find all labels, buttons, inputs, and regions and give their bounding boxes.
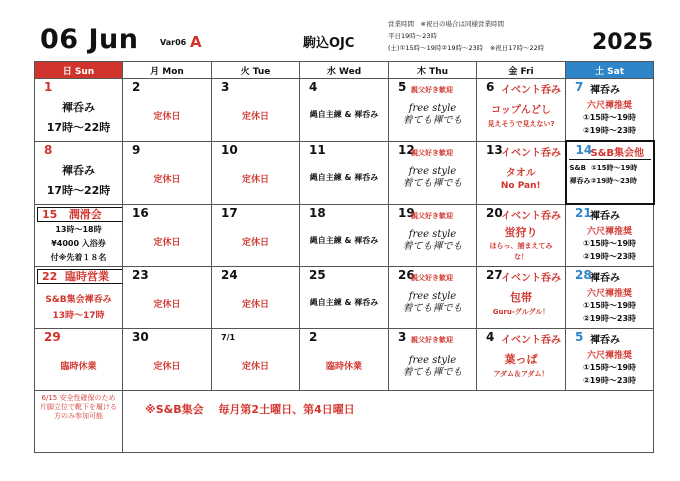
- note-main-cell: [123, 391, 654, 453]
- day-number: 19: [398, 205, 415, 220]
- day-number: 23: [132, 268, 149, 282]
- day-cell-jul-2[interactable]: [300, 329, 389, 391]
- group-label: S&B: [569, 164, 586, 172]
- day-cell-jun-27[interactable]: [477, 267, 566, 329]
- event-tag: 親父好き歓迎: [411, 211, 453, 220]
- day-cell-jun-8[interactable]: [35, 141, 123, 204]
- closed-label: 定休日: [241, 300, 269, 310]
- session-2: [570, 176, 637, 186]
- session-2: ②19時～23時: [582, 376, 637, 385]
- event-tag: 親父好き歓迎: [411, 274, 453, 282]
- calendar-year: 2025: [592, 30, 654, 55]
- hours-sat: (土)①15時～19時②19時～23時: [388, 44, 484, 52]
- group-label: 褌呑み: [569, 177, 591, 185]
- day-cell-jun-12[interactable]: [389, 141, 477, 204]
- day-number: 7: [575, 80, 584, 94]
- day-number: 15: [42, 207, 58, 221]
- event-tag: イベント呑み: [501, 273, 561, 284]
- day-cell-jul-4[interactable]: [477, 329, 566, 391]
- calendar-grid: [34, 61, 655, 453]
- session-1: ①15時～19時: [582, 363, 637, 372]
- day-number: 5: [398, 80, 407, 94]
- weekday-thu: 木 Thu: [389, 62, 477, 79]
- day-cell-jun-24[interactable]: [212, 267, 300, 329]
- event-tag: イベント呑み: [501, 85, 561, 96]
- event-title: タオル: [505, 167, 536, 179]
- day-number: 29: [44, 330, 61, 344]
- day-number: 16: [132, 205, 149, 220]
- day-cell-jun-22[interactable]: [35, 267, 123, 329]
- event-tag: 褌呑み: [590, 211, 620, 222]
- day-cell-jun-20[interactable]: [477, 204, 566, 267]
- week-row: [35, 267, 654, 329]
- event-tag: 親父好き歓迎: [411, 86, 453, 94]
- day-number: 28: [575, 268, 592, 282]
- event-line: free style: [408, 355, 457, 366]
- session-1: ①15時～19時: [582, 301, 637, 310]
- event-header: [37, 269, 123, 284]
- weekday-sat: 土 Sat: [566, 62, 654, 79]
- event-subtitle: アダム＆アダム！: [493, 370, 549, 378]
- day-cell-jun-5[interactable]: [389, 79, 477, 142]
- hours-label: 営業時間 ※祝日の場合は同様営業時間: [388, 20, 504, 28]
- closed-label: 定休日: [153, 112, 181, 122]
- session-2-time: ②19時～23時: [590, 177, 637, 185]
- event-tag: イベント呑み: [501, 210, 561, 222]
- event-title: コップんどし: [491, 105, 551, 116]
- day-number: 18: [309, 205, 326, 220]
- event-time: 13時～18時: [55, 224, 102, 234]
- event-line: 着ても褌でも: [402, 303, 463, 314]
- variant-letter: A: [190, 33, 202, 51]
- closed-label: 臨時休業: [60, 362, 97, 372]
- day-cell-jun-16[interactable]: [123, 204, 212, 267]
- weekday-fri: 金 Fri: [477, 62, 566, 79]
- event-line: free style: [408, 228, 457, 240]
- day-cell-jul-3[interactable]: [389, 329, 477, 391]
- safety-note-line: 6/15 安全性確保のため: [41, 394, 116, 402]
- event-title: 六尺褌推奨: [586, 351, 632, 361]
- day-number: 14: [575, 143, 593, 157]
- day-cell-jun-26[interactable]: [389, 267, 477, 329]
- day-number: 25: [309, 268, 326, 282]
- event-price: ¥4000 入浴券: [51, 238, 106, 248]
- divider: [569, 159, 651, 160]
- day-cell-jun-17[interactable]: [212, 204, 300, 267]
- session-1: ①15時～19時: [582, 113, 637, 122]
- event-title: 葉っぱ: [504, 353, 538, 366]
- calendar-title: 06 Jun: [40, 24, 139, 55]
- day-number: 1: [44, 80, 53, 94]
- event-title: 六尺褌推奨: [586, 289, 632, 299]
- day-number: 11: [309, 142, 326, 157]
- week-row: [35, 204, 654, 267]
- event-tag: S&B集会他: [590, 148, 645, 159]
- event-line: 着ても褌でも: [402, 367, 463, 378]
- note-row: [35, 391, 654, 453]
- closed-label: 定休日: [241, 237, 269, 248]
- day-number: 10: [221, 142, 238, 157]
- day-number: 4: [309, 80, 318, 94]
- event-subtitle: No Pan!: [500, 180, 541, 191]
- session-2: ②19時～23時: [582, 314, 637, 323]
- day-cell-jul-1[interactable]: [212, 329, 300, 391]
- day-number: 9: [132, 142, 141, 157]
- day-cell-jun-30[interactable]: [123, 329, 212, 391]
- event-time: 17時～22時: [46, 121, 111, 134]
- event-subtitle: ほらっ、捕まえてみ: [489, 241, 553, 250]
- session-1-time: ①15時～19時: [590, 164, 638, 172]
- closed-label: 定休日: [241, 112, 269, 122]
- closed-label: 定休日: [153, 362, 181, 372]
- day-cell-jun-18[interactable]: [300, 204, 389, 267]
- day-number: 3: [221, 80, 230, 94]
- event-title: 包帯: [510, 291, 532, 304]
- day-cell-jun-2[interactable]: [123, 79, 212, 142]
- weekday-header-row: [35, 62, 654, 79]
- day-number: 26: [398, 268, 415, 282]
- day-cell-jun-28[interactable]: [566, 267, 654, 329]
- event-label: 褌呑み: [62, 101, 95, 114]
- week-row: [35, 79, 654, 142]
- day-cell-jun-15[interactable]: [35, 204, 123, 267]
- event-label: 褌呑み: [62, 163, 95, 177]
- day-number: 13: [486, 142, 503, 157]
- event-header: [37, 207, 123, 222]
- day-number: 8: [44, 142, 53, 157]
- day-cell-jun-11[interactable]: [300, 141, 389, 204]
- day-number: 20: [486, 205, 503, 220]
- day-cell-jun-14[interactable]: [566, 141, 654, 204]
- weekday-mon: 月 Mon: [123, 62, 212, 79]
- event-note: 付※先着１８名: [50, 252, 107, 262]
- day-number: 17: [221, 205, 238, 220]
- session-1: [570, 163, 638, 173]
- day-cell-jun-29[interactable]: [35, 329, 123, 391]
- safety-note-line: 片脚立位で靴下を履ける: [40, 403, 117, 411]
- business-hours: [388, 18, 544, 54]
- day-number: 6: [486, 80, 495, 94]
- event-tag: 親父好き歓迎: [411, 148, 453, 157]
- event-tag: 潤滑会: [68, 207, 102, 221]
- event-line: 着ても褌でも: [402, 177, 463, 189]
- day-cell-jun-1[interactable]: [35, 79, 123, 142]
- event-title: S&B集会褌呑み: [45, 295, 112, 305]
- event-line: free style: [408, 165, 457, 177]
- closed-label: 定休日: [153, 300, 181, 310]
- week-row: [35, 329, 654, 391]
- day-number: 30: [132, 330, 149, 344]
- day-cell-jun-9[interactable]: [123, 141, 212, 204]
- session-2: ②19時～23時: [582, 252, 637, 261]
- event-title: 六尺褌推奨: [586, 101, 632, 111]
- event-tag: 褌呑み: [590, 85, 620, 96]
- day-cell-jul-5[interactable]: [566, 329, 654, 391]
- hours-sat-holiday: [388, 42, 544, 54]
- event-line: 着ても褌でも: [402, 240, 463, 252]
- event-subtitle: な！: [514, 252, 528, 261]
- event-line: free style: [408, 103, 457, 114]
- day-cell-jun-21[interactable]: [566, 204, 654, 267]
- closed-label: 定休日: [241, 362, 269, 372]
- event-tag: 親父好き歓迎: [411, 336, 453, 344]
- event-subtitle: 見えそうで見えない?: [487, 120, 555, 128]
- venue-name: 駒込OJC: [303, 36, 355, 51]
- day-number: 4: [486, 330, 495, 344]
- event-tag: 褌呑み: [590, 335, 620, 346]
- hours-weekday: 平日19時～23時: [388, 32, 438, 40]
- event-time: 13時～17時: [52, 311, 105, 321]
- week-row: [35, 141, 654, 204]
- day-cell-jun-6[interactable]: [477, 79, 566, 142]
- event-line: 着ても褌でも: [402, 115, 463, 126]
- day-number: 27: [486, 268, 503, 282]
- weekday-sun: 日 Sun: [35, 62, 123, 79]
- event-line: free style: [408, 291, 457, 302]
- day-number: 5: [575, 330, 584, 344]
- closed-label: 定休日: [153, 174, 181, 185]
- day-cell-jun-25[interactable]: [300, 267, 389, 329]
- day-number: 22: [42, 270, 58, 283]
- day-number: 12: [398, 142, 415, 157]
- closed-label: 臨時休業: [325, 362, 362, 372]
- session-2: ②19時～23時: [582, 126, 637, 135]
- safety-note-line: 方のみ参加可能: [54, 412, 103, 420]
- event-tag: イベント呑み: [501, 335, 561, 346]
- event-title: 六尺褌推奨: [586, 227, 632, 237]
- note-left-cell: [35, 391, 123, 453]
- day-cell-jun-19[interactable]: [389, 204, 477, 267]
- event-title: 蛍狩り: [504, 225, 538, 239]
- sb-meeting-note: ※S&B集会 毎月第2土曜日、第4日曜日: [145, 403, 355, 416]
- safety-note: [35, 391, 122, 421]
- day-number: 2: [309, 330, 318, 344]
- event-tag: 臨時営業: [64, 270, 109, 283]
- event-label: 縄自主練 & 褌呑み: [309, 172, 379, 182]
- day-number: 7/1: [221, 333, 236, 342]
- event-subtitle: Guru-グルグル！: [492, 308, 550, 316]
- closed-label: 定休日: [241, 174, 269, 185]
- event-label: 縄自主練 & 褌呑み: [309, 298, 379, 307]
- closed-label: 定休日: [153, 237, 181, 248]
- hours-holiday: ※祝日17時～22時: [489, 44, 545, 52]
- day-number: 2: [132, 80, 141, 94]
- event-tag: 褌呑み: [590, 273, 620, 284]
- weekday-wed: 水 Wed: [300, 62, 389, 79]
- day-number: 21: [575, 206, 592, 220]
- day-number: 3: [398, 330, 407, 344]
- session-1: ①15時～19時: [582, 239, 637, 248]
- event-label: 縄自主練 & 褌呑み: [309, 110, 379, 119]
- event-tag: イベント呑み: [501, 147, 561, 159]
- day-number: 24: [221, 268, 238, 282]
- day-cell-jun-23[interactable]: [123, 267, 212, 329]
- weekday-tue: 火 Tue: [212, 62, 300, 79]
- day-cell-jun-13[interactable]: [477, 141, 566, 204]
- day-cell-jun-10[interactable]: [212, 141, 300, 204]
- event-time: 17時～22時: [46, 183, 111, 197]
- event-label: 縄自主練 & 褌呑み: [309, 235, 379, 245]
- day-cell-jun-4[interactable]: [300, 79, 389, 142]
- var-code: Var06: [160, 38, 187, 47]
- day-cell-jun-7[interactable]: [566, 79, 654, 142]
- day-cell-jun-3[interactable]: [212, 79, 300, 142]
